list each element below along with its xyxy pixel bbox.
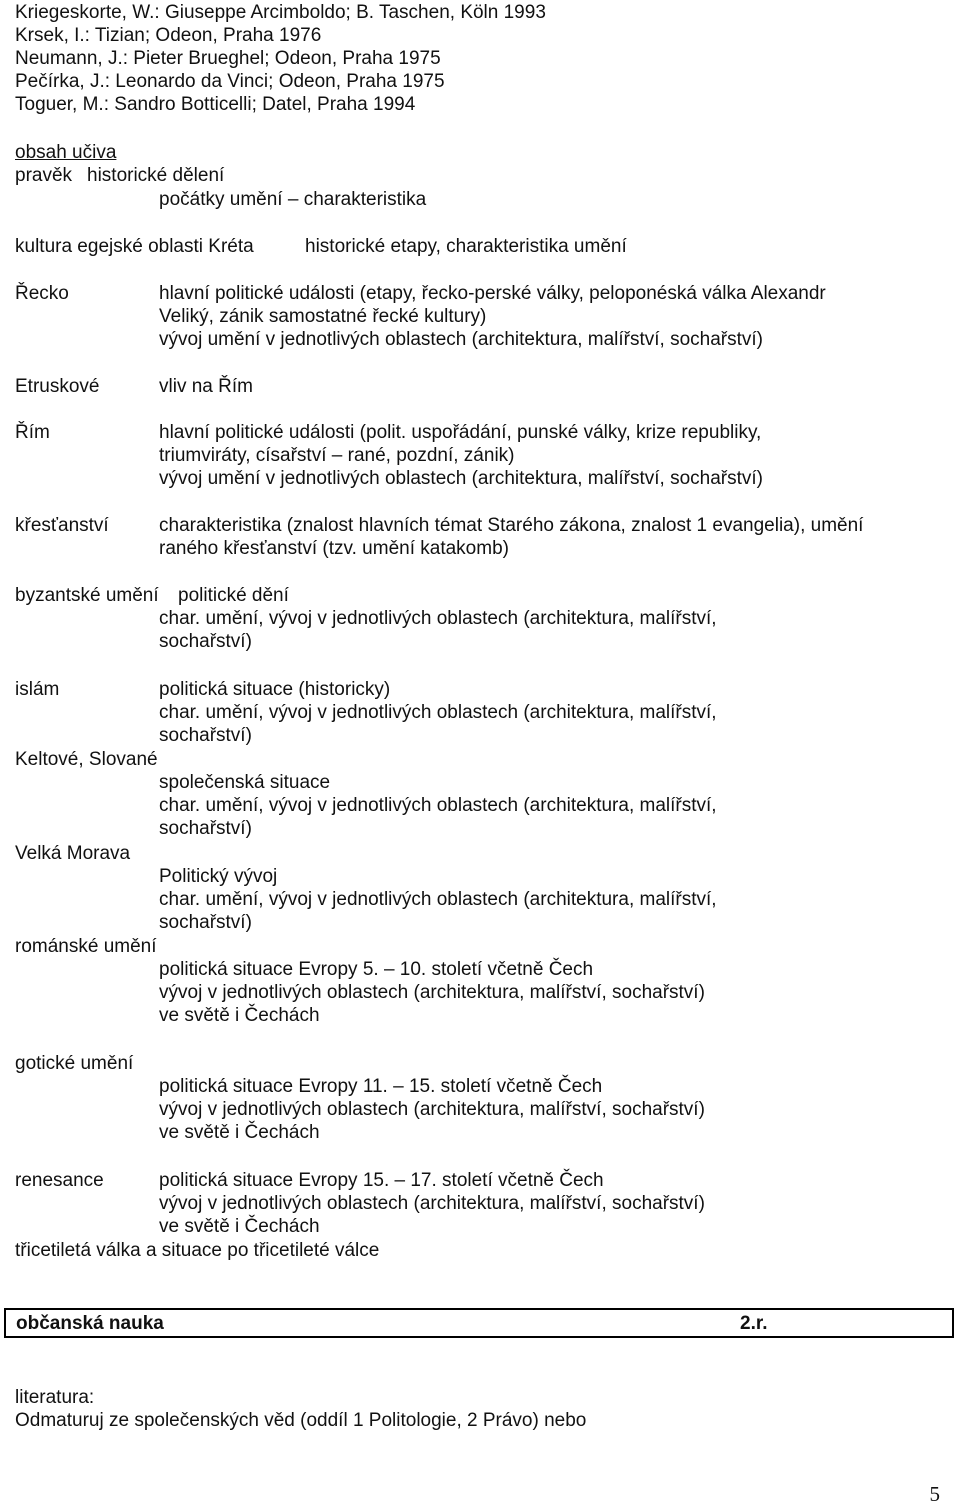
topic-text: sochařství): [159, 725, 252, 746]
literature-text: Odmaturuj ze společenských věd (oddíl 1 Politologie, 2 Právo) nebo: [15, 1410, 587, 1431]
topic-label-islam: islám: [15, 679, 60, 700]
topic-label-egejska: kultura egejské oblasti Kréta: [15, 236, 254, 257]
topic-text: vývoj v jednotlivých oblastech (architektura, malířství, sochařství): [159, 1099, 705, 1120]
topic-text: společenská situace: [159, 772, 331, 793]
topic-text: char. umění, vývoj v jednotlivých oblastech (architektura, malířství,: [159, 702, 717, 723]
topic-label-recko: Řecko: [15, 283, 69, 304]
topic-label-keltove: Keltové, Slované: [15, 749, 158, 770]
topic-text: sochařství): [159, 818, 252, 839]
topic-text: vliv na Řím: [159, 376, 253, 397]
topic-text: počátky umění – charakteristika: [159, 189, 427, 210]
topic-text: hlavní politické události (etapy, řecko-perské války, peloponéská válka Alexandr: [159, 283, 826, 304]
topic-text: sochařství): [159, 912, 252, 933]
topic-label-etruskove: Etruskové: [15, 376, 100, 397]
topic-text: charakteristika (znalost hlavních témat Starého zákona, znalost 1 evangelia), umění: [159, 515, 864, 536]
topic-text: triumviráty, císařství – rané, pozdní, zánik): [159, 445, 515, 466]
topic-label-byzantske: byzantské umění: [15, 585, 159, 606]
topic-label-goticke: gotické umění: [15, 1053, 134, 1074]
topic-label-morava: Velká Morava: [15, 843, 131, 864]
topic-text: vývoj umění v jednotlivých oblastech (architektura, malířství, sochařství): [159, 468, 764, 489]
topic-text: historické etapy, charakteristika umění: [305, 236, 627, 257]
topic-text: hlavní politické události (polit. uspořádání, punské války, krize republiky,: [159, 422, 762, 443]
content-heading: obsah učiva: [15, 142, 117, 163]
page-number: 5: [929, 1482, 940, 1506]
topic-text: vývoj v jednotlivých oblastech (architektura, malířství, sochařství): [159, 982, 705, 1003]
reference-line: Kriegeskorte, W.: Giuseppe Arcimboldo; B. Taschen, Köln 1993: [15, 2, 546, 23]
topic-label-romanske: románské umění: [15, 936, 157, 957]
topic-text: politické dění: [178, 585, 289, 606]
subject-name: občanská nauka: [16, 1313, 164, 1334]
topic-text: sochařství): [159, 631, 252, 652]
reference-line: Neumann, J.: Pieter Brueghel; Odeon, Praha 1975: [15, 48, 441, 69]
topic-label-krestanstvi: křesťanství: [15, 515, 109, 536]
topic-text: char. umění, vývoj v jednotlivých oblastech (architektura, malířství,: [159, 889, 717, 910]
topic-text: ve světě i Čechách: [159, 1005, 320, 1026]
literature-heading: literatura:: [15, 1387, 95, 1408]
topic-text: historické dělení: [87, 165, 225, 186]
topic-text: politická situace (historicky): [159, 679, 391, 700]
topic-text: politická situace Evropy 15. – 17. století včetně Čech: [159, 1170, 604, 1191]
topic-text: char. umění, vývoj v jednotlivých oblastech (architektura, malířství,: [159, 608, 717, 629]
topic-text: politická situace Evropy 11. – 15. století včetně Čech: [159, 1076, 603, 1097]
topic-text: raného křesťanství (tzv. umění katakomb): [159, 538, 509, 559]
topic-text: ve světě i Čechách: [159, 1216, 320, 1237]
topic-text: Veliký, zánik samostatné řecké kultury): [159, 306, 487, 327]
topic-label-pravek: pravěk: [15, 165, 73, 186]
grade-label: 2.r.: [740, 1313, 768, 1334]
topic-text: char. umění, vývoj v jednotlivých oblastech (architektura, malířství,: [159, 795, 717, 816]
reference-line: Toguer, M.: Sandro Botticelli; Datel, Praha 1994: [15, 94, 416, 115]
topic-label-renesance: renesance: [15, 1170, 104, 1191]
reference-line: Krsek, I.: Tizian; Odeon, Praha 1976: [15, 25, 322, 46]
topic-text: Politický vývoj: [159, 866, 278, 887]
reference-line: Pečírka, J.: Leonardo da Vinci; Odeon, Praha 1975: [15, 71, 445, 92]
subject-box: [4, 1308, 954, 1338]
topic-text: vývoj v jednotlivých oblastech (architektura, malířství, sochařství): [159, 1193, 705, 1214]
topic-text: politická situace Evropy 5. – 10. století včetně Čech: [159, 959, 594, 980]
topic-text: ve světě i Čechách: [159, 1122, 320, 1143]
topic-text: vývoj umění v jednotlivých oblastech (architektura, malířství, sochařství): [159, 329, 764, 350]
topic-label-tricetileta: třicetiletá válka a situace po třicetileté válce: [15, 1240, 380, 1261]
topic-label-rim: Řím: [15, 422, 50, 443]
